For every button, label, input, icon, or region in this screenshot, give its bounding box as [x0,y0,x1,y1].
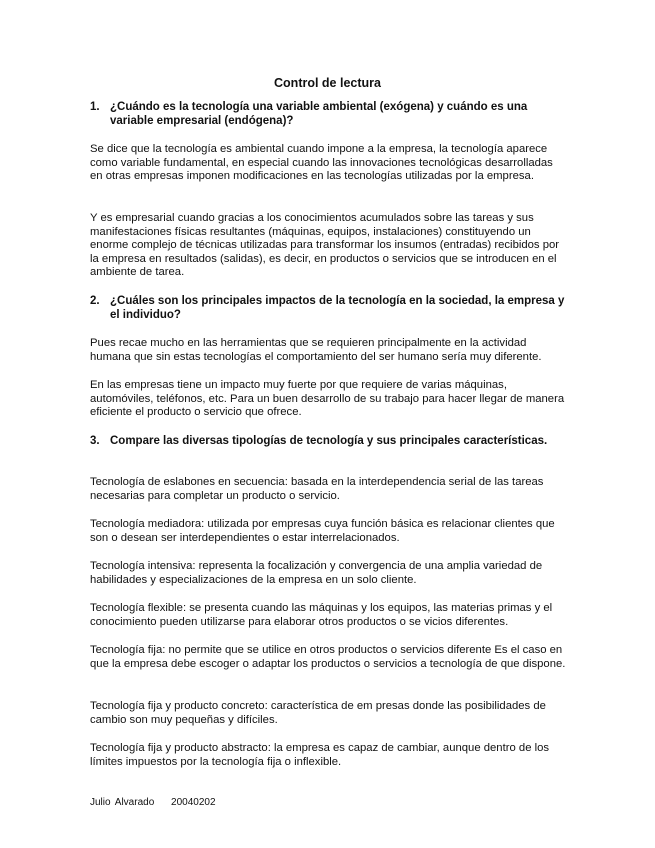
paragraph: Se dice que la tecnología es ambiental cuando impone a la empresa, la tecnología aparece como variable fundamental, en especial cuando las innovaciones tecnológicas desarrolladas en otras empresas imponen modificaciones en las tecnologías utilizadas por la empresa. [90,143,553,183]
paragraph: En las empresas tiene un impacto muy fuerte por que requiere de varias máquinas, automóviles, teléfonos, etc. Para un buen desarrollo de su trabajo para hacer llegar de manera eficiente el producto o servicio que ofrece. [90,379,565,419]
question-number: 3. [90,435,100,447]
question-text: ¿Cuáles son los principales impactos de la tecnología en la sociedad, la empresa y el individuo? [110,295,565,321]
question-text: Compare las diversas tipologías de tecnología y sus principales características. [110,435,548,447]
question-text: ¿Cuándo es la tecnología una variable ambiental (exógena) y cuándo es una variable empresarial (endógena)? [110,101,528,127]
footer-author: Julio Alvarado [90,797,155,808]
paragraph: Tecnología flexible: se presenta cuando las máquinas y los equipos, las materias primas y el conocimiento pueden utilizarse para elaborar otros productos o se vicios diferentes. [90,602,553,628]
question-2 [90,295,565,322]
question-1 [90,101,565,128]
question-3 [90,435,565,449]
paragraph: Tecnología fija y producto abstracto: la empresa es capaz de cambiar, aunque dentro de los límites impuestos por la tecnología fija o inflexible. [90,742,550,768]
paragraph: Tecnología de eslabones en secuencia: basada en la interdependencia serial de las tareas necesarias para completar un producto o servicio. [90,476,544,502]
question-number: 2. [90,295,100,307]
paragraph: Tecnología mediadora: utilizada por empresas cuya función básica es relacionar clientes que son o desean ser interdependientes o estar interrelacionados. [90,518,555,544]
paragraph: Tecnología fija: no permite que se utilice en otros productos o servicios diferente Es el caso en que la empresa debe escoger o adaptar los productos o servicios a tecnología de que dispone. [90,644,566,670]
question-number: 1. [90,101,100,113]
paragraph: Y es empresarial cuando gracias a los conocimientos acumulados sobre las tareas y sus manifestaciones físicas resultantes (máquinas, equipos, instalaciones) constituyendo un enorme complejo de técnicas utilizadas para transformar los insumos (entradas) recibidos por la empresa en resultados (salidas), es decir, en productos o servicios que se introducen en el ambiente de tarea. [90,212,560,279]
paragraph: Tecnología intensiva: representa la focalización y convergencia de una amplia variedad de habilidades y especializaciones de la empresa en un solo cliente. [90,560,543,586]
footer [90,797,228,808]
footer-id: 20040202 [171,797,216,808]
paragraph: Tecnología fija y producto concreto: característica de em presas donde las posibilidades de cambio son muy pequeñas y difíciles. [90,700,546,726]
paragraph: Pues recae mucho en las herramientas que se requieren principalmente en la actividad humana que sin estas tecnologías el comportamiento del ser humano sería muy diferente. [90,337,542,363]
page-title: Control de lectura [274,76,381,90]
